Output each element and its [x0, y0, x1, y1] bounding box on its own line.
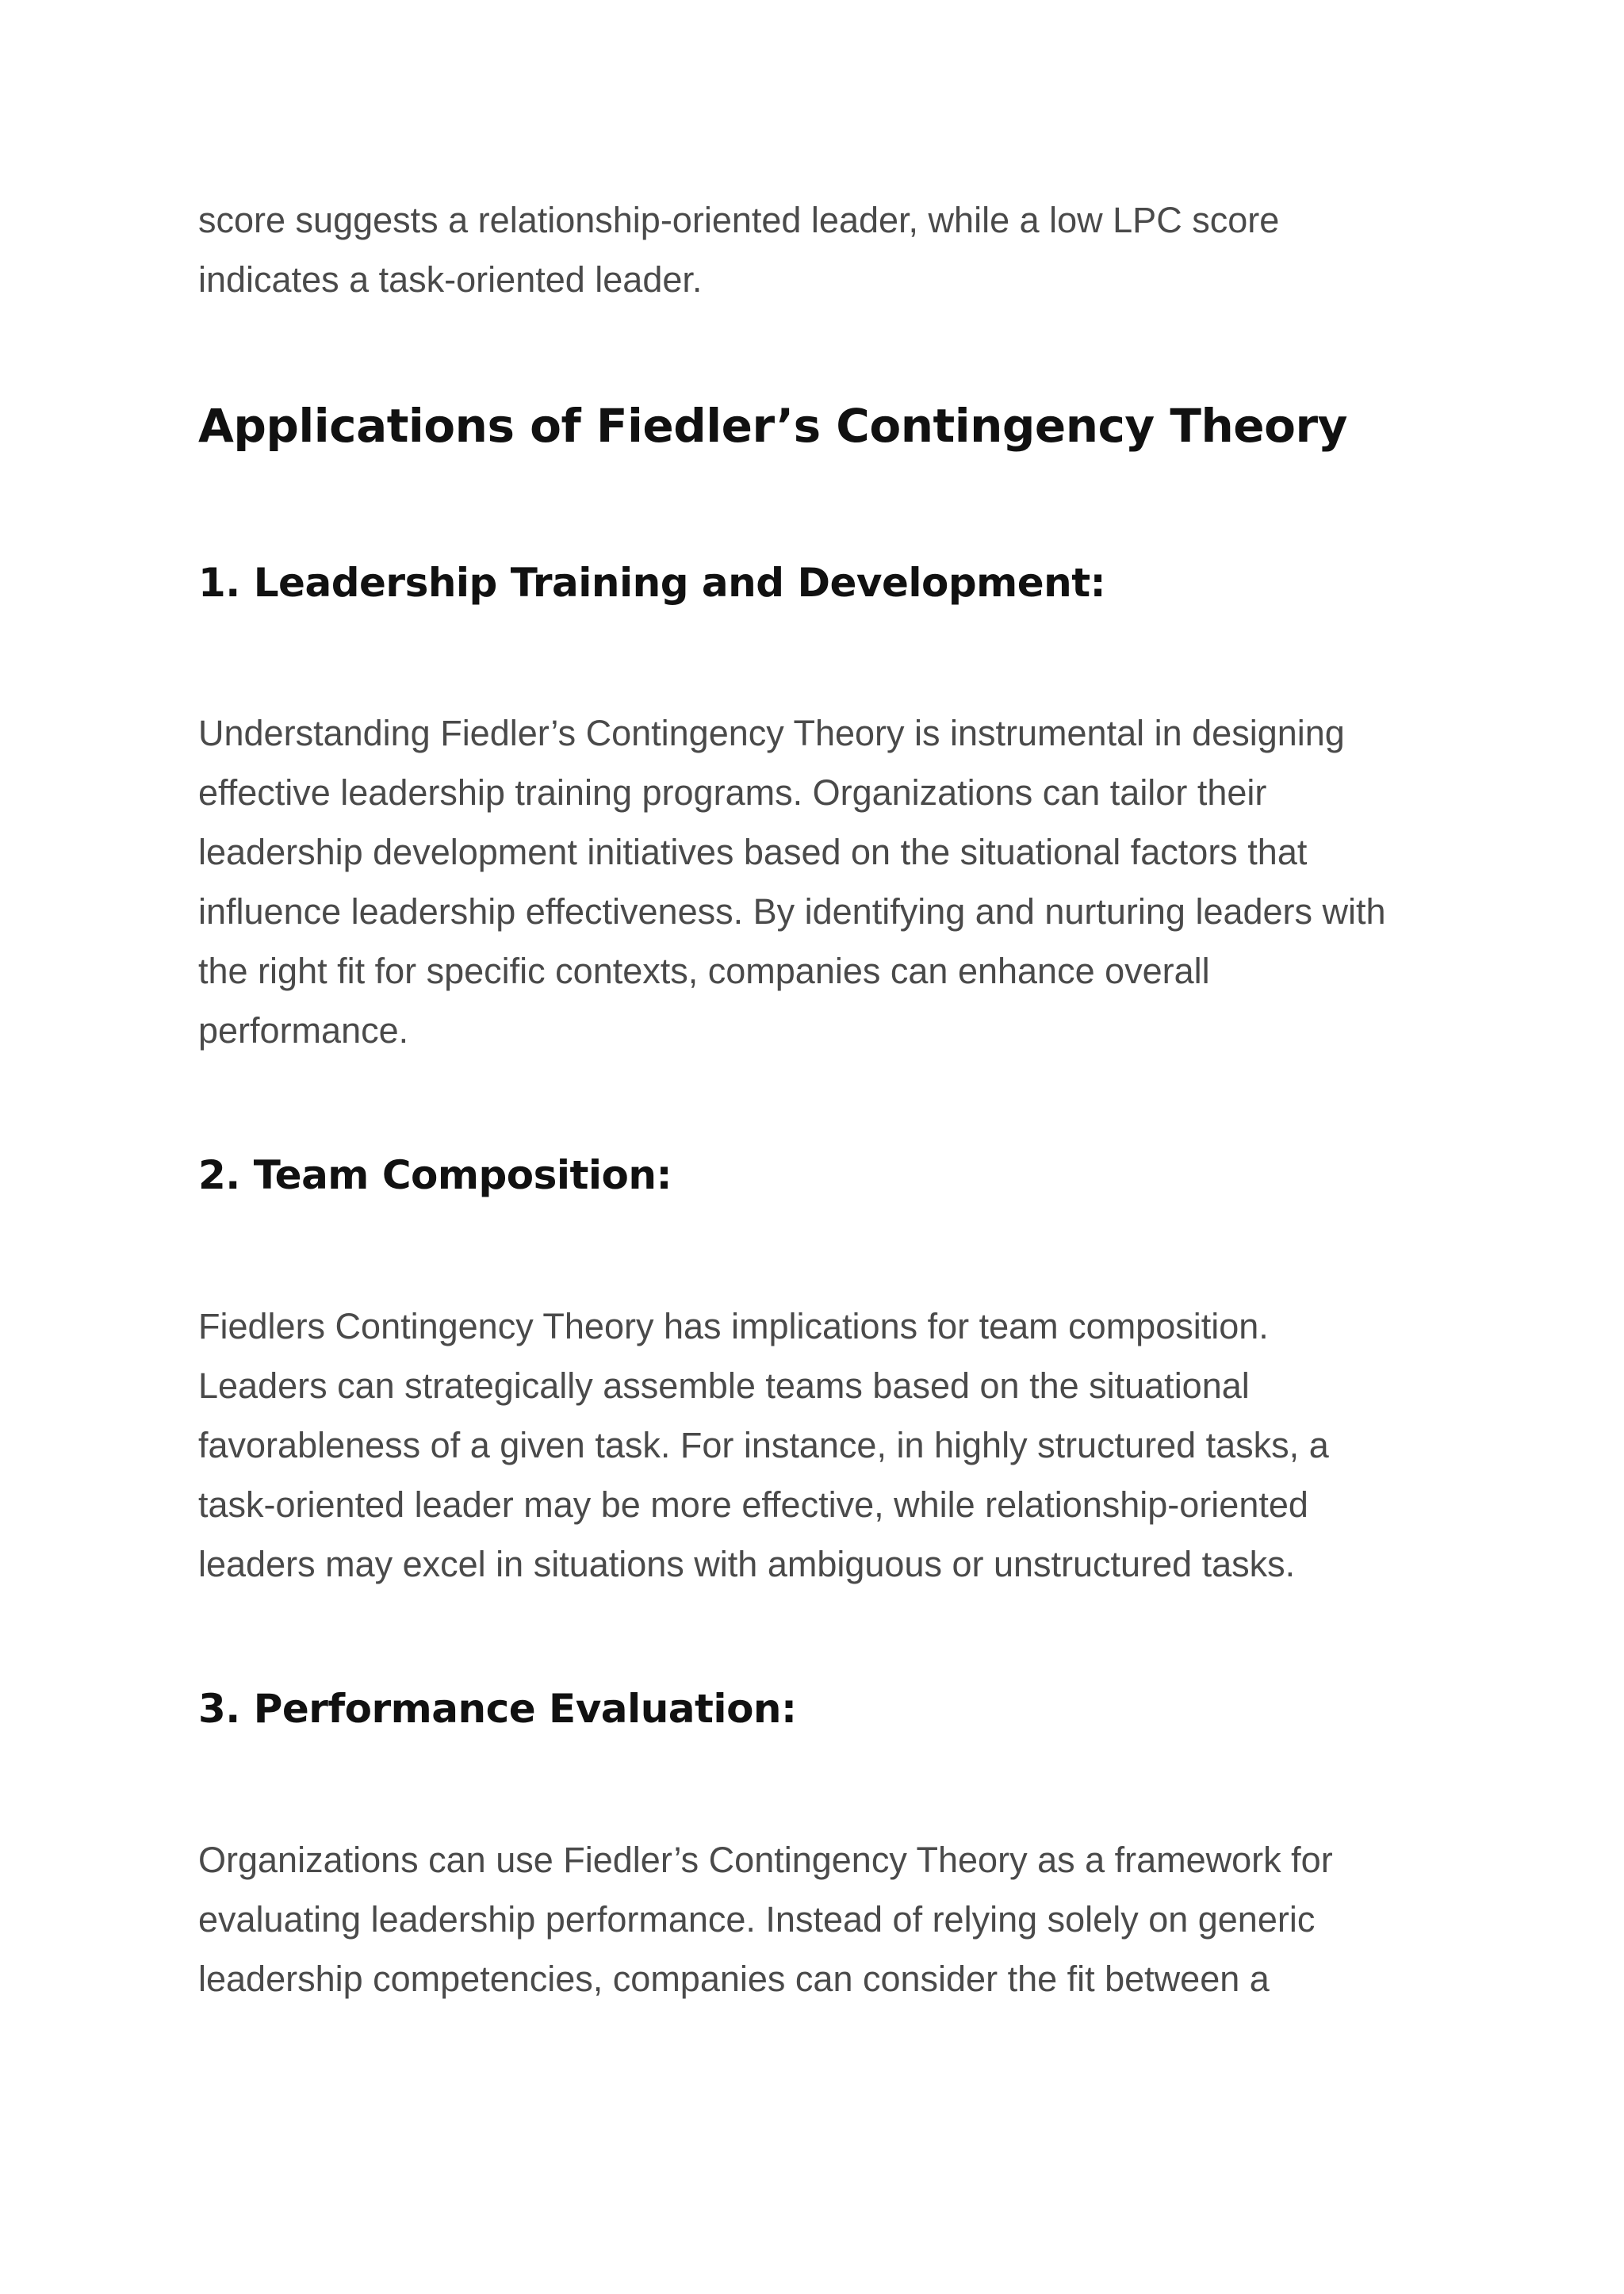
paragraph-leadership-training [198, 703, 1386, 1060]
text-line: leadership competencies, companies can consider the fit between a [198, 1959, 1270, 1999]
text-line: indicates a task-oriented leader. [198, 259, 703, 300]
text-line: effective leadership training programs. Organizations can tailor their [198, 772, 1267, 813]
paragraph-team-composition [198, 1296, 1329, 1594]
subsection-heading-performance-evaluation: 3. Performance Evaluation: [198, 1686, 797, 1732]
text-line: Leaders can strategically assemble teams based on the situational [198, 1365, 1250, 1406]
text-line: the right fit for specific contexts, companies can enhance overall [198, 951, 1210, 991]
text-line: leadership development initiatives based on the situational factors that [198, 832, 1308, 872]
text-line: evaluating leadership performance. Instead of relying solely on generic [198, 1899, 1316, 1940]
paragraph-performance-evaluation [198, 1830, 1333, 2009]
subsection-heading-team-composition: 2. Team Composition: [198, 1152, 672, 1198]
section-heading: Applications of Fiedler’s Contingency Theory [198, 399, 1347, 453]
text-line: Organizations can use Fiedler’s Contingency Theory as a framework for [198, 1840, 1333, 1880]
text-line: score suggests a relationship-oriented leader, while a low LPC score [198, 200, 1280, 240]
intro-paragraph [198, 190, 1279, 309]
text-line: performance. [198, 1010, 409, 1051]
subsection-heading-leadership-training: 1. Leadership Training and Development: [198, 560, 1106, 606]
text-line: Fiedlers Contingency Theory has implications for team composition. [198, 1306, 1269, 1346]
text-line: task-oriented leader may be more effective, while relationship-oriented [198, 1484, 1308, 1525]
text-line: Understanding Fiedler’s Contingency Theory is instrumental in designing [198, 713, 1345, 753]
text-line: leaders may excel in situations with ambiguous or unstructured tasks. [198, 1544, 1296, 1584]
text-line: favorableness of a given task. For instance, in highly structured tasks, a [198, 1425, 1329, 1465]
text-line: influence leadership effectiveness. By identifying and nurturing leaders with [198, 891, 1386, 932]
